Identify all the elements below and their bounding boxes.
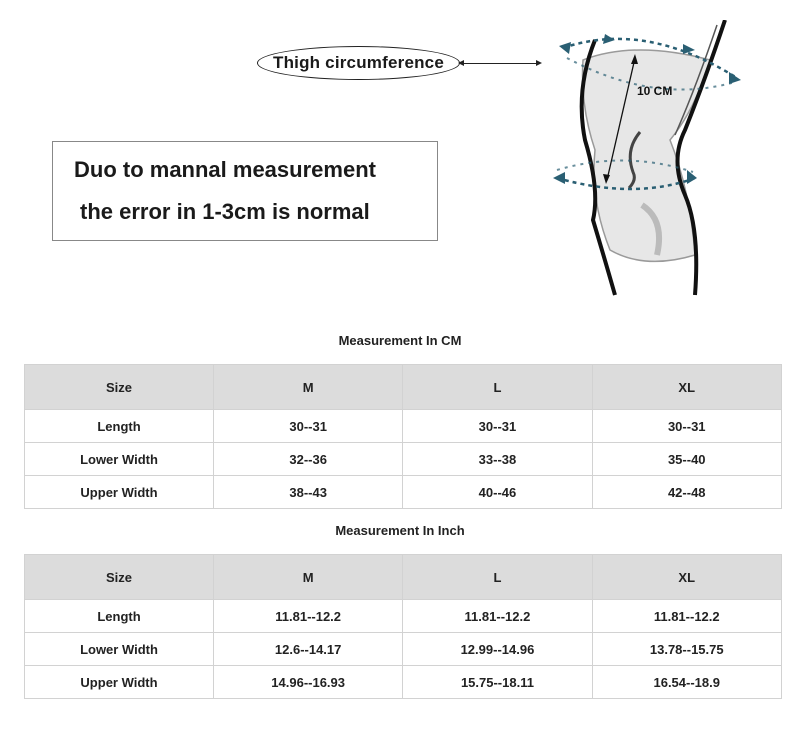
table-header-row <box>25 365 782 410</box>
double-arrow-icon <box>462 63 538 64</box>
cell: 30--31 <box>403 410 592 443</box>
table-row <box>25 666 782 699</box>
bottom-arrow-head-left-icon <box>553 172 565 184</box>
cell: 33--38 <box>403 443 592 476</box>
top-arrow-head-left-icon <box>559 42 571 54</box>
table-row <box>25 600 782 633</box>
header-m: M <box>214 365 403 410</box>
cell: 42--48 <box>592 476 781 509</box>
header-size: Size <box>25 365 214 410</box>
distance-label: 10 CM <box>637 84 673 98</box>
cell: 11.81--12.2 <box>592 600 781 633</box>
table-row <box>25 476 782 509</box>
table-row <box>25 633 782 666</box>
cell: 30--31 <box>592 410 781 443</box>
header-size: Size <box>25 555 214 600</box>
header-l: L <box>403 365 592 410</box>
cell: 14.96--16.93 <box>214 666 403 699</box>
cell: 11.81--12.2 <box>214 600 403 633</box>
row-label: Lower Width <box>25 443 214 476</box>
inch-size-table <box>24 554 782 699</box>
row-label: Lower Width <box>25 633 214 666</box>
knee-sleeve-diagram <box>545 20 755 300</box>
header-xl: XL <box>592 365 781 410</box>
inch-table-title: Measurement In Inch <box>335 523 465 538</box>
sleeve-shape <box>583 50 711 261</box>
cell: 11.81--12.2 <box>403 600 592 633</box>
measurement-note-box <box>52 141 438 241</box>
note-line-1: Duo to mannal measurement <box>74 157 376 182</box>
row-label: Length <box>25 600 214 633</box>
header-l: L <box>403 555 592 600</box>
row-label: Upper Width <box>25 666 214 699</box>
header-xl: XL <box>592 555 781 600</box>
cell: 12.99--14.96 <box>403 633 592 666</box>
thigh-circumference-label <box>257 46 460 80</box>
top-arrow-head-mid-icon <box>603 34 615 44</box>
cell: 16.54--18.9 <box>592 666 781 699</box>
cell: 40--46 <box>403 476 592 509</box>
cell: 12.6--14.17 <box>214 633 403 666</box>
cell: 13.78--15.75 <box>592 633 781 666</box>
cell: 35--40 <box>592 443 781 476</box>
table-header-row <box>25 555 782 600</box>
cell: 30--31 <box>214 410 403 443</box>
table-row <box>25 443 782 476</box>
top-arrow-head-right-icon <box>729 72 741 84</box>
cell: 32--36 <box>214 443 403 476</box>
note-line-2: the error in 1-3cm is normal <box>80 199 370 224</box>
row-label: Upper Width <box>25 476 214 509</box>
row-label: Length <box>25 410 214 443</box>
cm-table-title: Measurement In CM <box>338 333 462 348</box>
cm-size-table <box>24 364 782 509</box>
cell: 15.75--18.11 <box>403 666 592 699</box>
cell: 38--43 <box>214 476 403 509</box>
table-row <box>25 410 782 443</box>
header-m: M <box>214 555 403 600</box>
thigh-circumference-text: Thigh circumference <box>272 53 444 72</box>
